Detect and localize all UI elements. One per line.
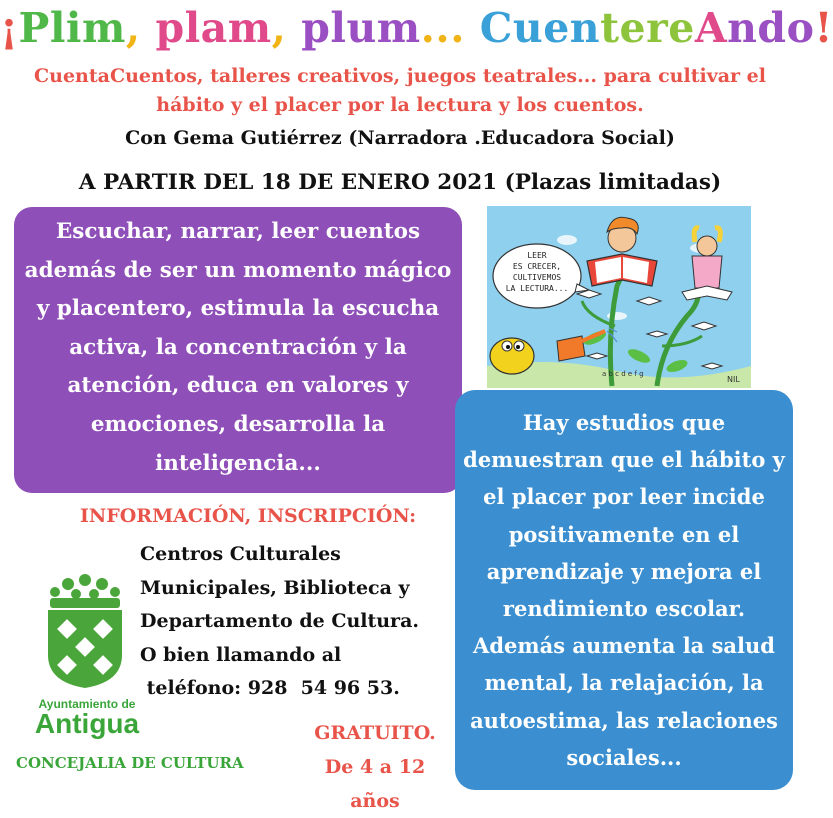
benefits-text: Escuchar, narrar, leer cuentos además de ser un momento mágico y placentero, estimula la escucha activa, la concentración y la atención, educa en valores y emociones, desarrolla la inteligencia...: [24, 219, 452, 476]
info-details: [140, 538, 460, 706]
start-date: A PARTIR DEL 18 DE ENERO 2021 (Plazas limitadas): [78, 170, 722, 195]
benefits-box: [14, 207, 462, 493]
pricing-info: [300, 716, 450, 818]
speech-bubble-line: ES CRECER,: [512, 262, 562, 271]
title-segment: A: [694, 4, 728, 52]
info-line: Municipales, Biblioteca y: [140, 576, 410, 599]
artist-signature: NIL: [727, 375, 740, 384]
title-segment: Plim: [18, 4, 126, 52]
speech-bubble-line: LEER: [527, 251, 547, 260]
subtitle: CuentaCuentos, talleres creativos, juegos teatrales... para cultivar el hábito y el placer por la lectura y los cuentos.: [34, 65, 766, 116]
title-segment: ndo: [727, 4, 815, 52]
info-line: Centros Culturales: [140, 543, 341, 565]
author-line: Con Gema Gutiérrez (Narradora .Educadora Social): [125, 127, 675, 149]
studies-box: [455, 390, 793, 790]
title-segment: Cuen: [479, 4, 601, 52]
info-heading: INFORMACIÓN, INSCRIPCIÓN:: [80, 505, 417, 527]
department-label: CONCEJALIA DE CULTURA: [16, 754, 244, 772]
title-segment: ,: [125, 4, 156, 52]
age-range: De 4 a 12 años: [324, 756, 426, 812]
title-segment: plum: [301, 4, 421, 52]
title-segment: tere: [600, 4, 695, 52]
page-title: [0, 4, 833, 52]
logo-caption-small: Ayuntamiento de: [38, 697, 136, 711]
studies-text: Hay estudios que demuestran que el hábito y el placer por leer incide positivamente en el aprendizaje y mejora el rendimiento escolar. Además aumenta la salud mental, la relajación, la autoestima, las relaciones sociales...: [463, 410, 785, 770]
title-segment: ...: [420, 4, 480, 52]
info-phone: teléfono: 928 54 96 53.: [140, 677, 400, 700]
title-segment: plam: [155, 4, 272, 52]
info-line: O bien llamando al: [140, 643, 342, 666]
info-line: Departamento de Cultura.: [140, 610, 419, 633]
antigua-logo-icon: [30, 570, 140, 690]
title-segment: !: [814, 4, 833, 52]
title-segment: ,: [271, 4, 302, 52]
title-segment: ¡: [0, 4, 19, 52]
logo-caption-large: Antigua: [34, 708, 140, 739]
speech-bubble-line: CULTIVEMOS: [512, 273, 562, 282]
free-label: GRATUITO.: [314, 722, 436, 744]
speech-bubble-line: LA LECTURA...: [505, 284, 569, 293]
reading-cartoon-illustration: [487, 206, 751, 388]
svg-text:a b c d e f g: a b c d e f g: [602, 370, 644, 378]
